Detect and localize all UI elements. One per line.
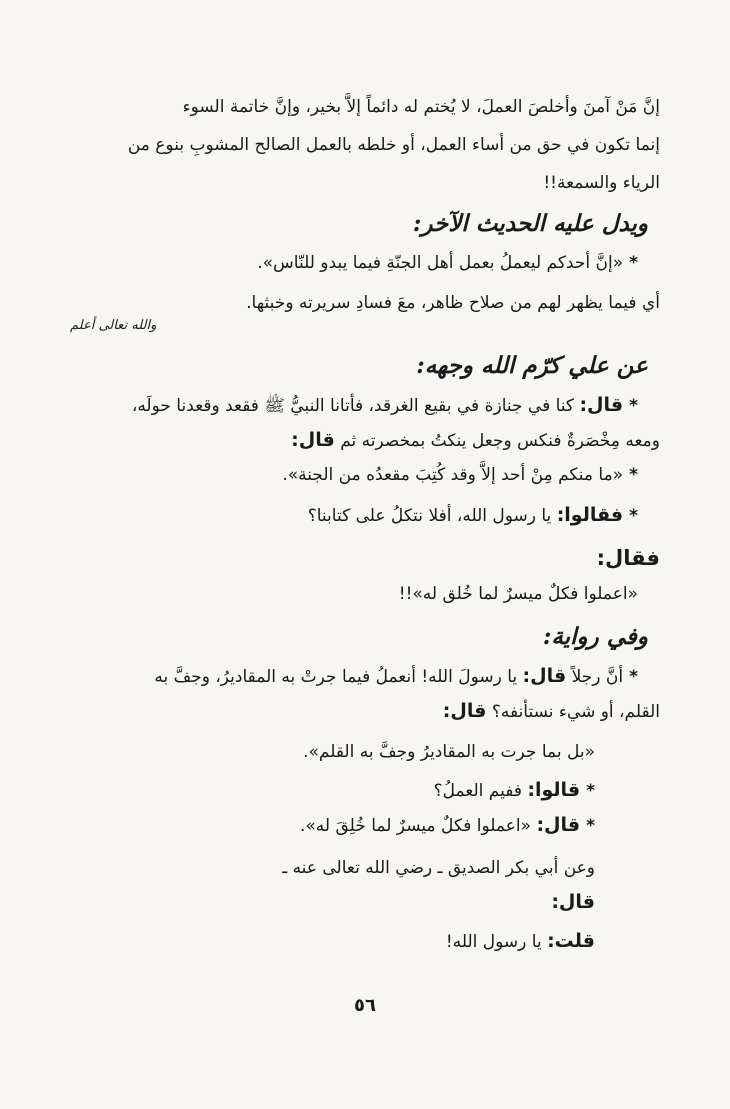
intro-line-3: الرياء والسمعة!! [543, 173, 660, 193]
section3-abubakr-qala [70, 885, 660, 920]
intro-line-2: إنما تكون في حق من أساء العمل، أو خلطه بالعمل الصالح المشوبِ بنوع من [127, 135, 660, 155]
hadith-text: «إنَّ أحدكم ليعملُ بعمل أهل الجنّةِ فيما يبدو للنّاس». [257, 253, 624, 273]
section1-hadith [70, 246, 660, 280]
qala-keyword: قال: [291, 429, 335, 451]
qala-keyword: قال: [536, 814, 581, 836]
section2-hadith1 [70, 458, 660, 492]
section3-line1 [70, 659, 660, 694]
bullet-star: * [586, 781, 595, 801]
bullet-star: * [629, 667, 638, 687]
section2-question [70, 498, 660, 533]
qalu-keyword: قالوا: [527, 779, 581, 801]
answer-text: «اعملوا فكلٌ ميسرٌ لما خُلِقَ له». [300, 816, 532, 836]
section3-heading: وفي رواية: [542, 623, 648, 650]
qala-keyword: قال: [579, 394, 624, 416]
section2-p1-line1 [70, 388, 660, 423]
question-text: يا رسول الله، أفلا نتكلُ على كتابنا؟ [307, 506, 552, 526]
question-text: ففيم العملُ؟ [433, 781, 522, 801]
section1-explanation: أي فيما يظهر لهم من صلاح ظاهر، معَ فسادِ سريرته وخبثها. [246, 293, 660, 313]
line1-post: يا رسولَ الله! أنعملُ فيما جرتْ به المقاديرُ، وجفَّ به [154, 667, 518, 687]
hadith-text: «ما منكم مِنْ أحد إلاَّ وقد كُتِبَ مقعدُه من الجنة». [282, 465, 624, 485]
qala-keyword: قال: [522, 665, 567, 687]
section3-line2 [70, 694, 660, 729]
section2-p1-line2 [70, 423, 660, 458]
bullet-star: * [586, 816, 595, 836]
section3-final [70, 924, 660, 959]
qalu-keyword: فقالوا: [556, 504, 624, 526]
p1-text: كنا في جنازة في بقيع الغرقد، فأتانا النبيُّ ﷺ فقعد وقعدنا حولَه، [131, 396, 575, 416]
section3-answer2 [70, 808, 660, 843]
final-text: يا رسول الله! [445, 932, 542, 952]
bullet-star: * [629, 506, 638, 526]
bullet-star: * [629, 465, 638, 485]
qala-keyword: قال: [551, 891, 595, 913]
section3-abubakr: وعن أبي بكر الصديق ـ رضي الله تعالى عنه ـ [282, 858, 595, 878]
p1-text-2: ومعه مِخْصَرةٌ فنكس وجعل ينكتُ بمخصرته ثم [340, 431, 660, 451]
line1-pre: أنَّ رجلاً [571, 667, 624, 687]
page-number: ٥٦ [354, 995, 376, 1016]
section1-heading: ويدل عليه الحديث الآخر: [412, 210, 648, 237]
bullet-star: * [629, 396, 638, 416]
qultu-keyword: قلت: [547, 930, 595, 952]
section3-question [70, 773, 660, 808]
line2-pre: القلم، أو شيء نستأنفه؟ [491, 702, 660, 722]
section1-note: والله تعالى أعلم [70, 318, 157, 333]
qala-keyword: قال: [442, 700, 487, 722]
bullet-star: * [629, 253, 638, 273]
section2-answer-label [70, 541, 660, 577]
section2-heading: عن علي كرّم الله وجهه: [416, 352, 648, 379]
section3-answer1: «بل بما جرت به المقاديرُ وجفَّ به القلم». [303, 742, 595, 762]
intro-line-1: إنَّ مَنْ آمنَ وأخلصَ العملَ، لا يُختم له دائماً إلاَّ بخير، وإنَّ خاتمة السوء [182, 97, 660, 117]
faqala-keyword: فقال: [596, 546, 660, 570]
section2-answer: «اعملوا فكلٌ ميسرٌ لما خُلق له»!! [398, 584, 638, 604]
